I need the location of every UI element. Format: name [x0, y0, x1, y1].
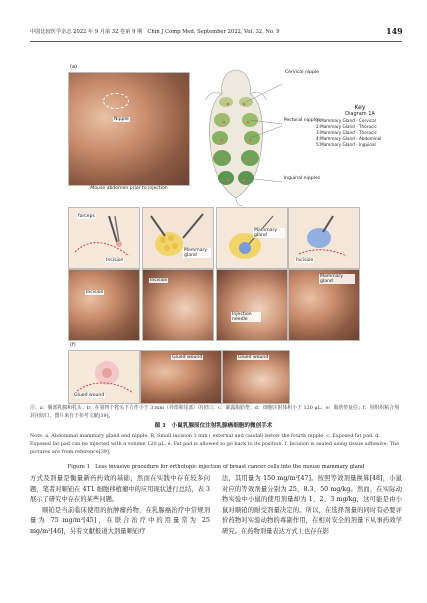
injection-needle-label: Injection needle — [231, 312, 261, 322]
header-rule — [30, 41, 402, 42]
body-paragraph: 顺铂是当前临床使用的抗肿瘤药物，在乳腺癌治疗中常规剂量为 75 mg/m²[45]，在联合治疗中的用量常为 25 mg/m²[46]，另有文献报道大剂量顺铂疗 — [30, 506, 210, 535]
panel-c-illustration — [142, 207, 214, 269]
panel-d-illustration — [216, 207, 288, 269]
key-item: 5:Mammary Gland - Inguinal — [316, 142, 376, 147]
nipple-label: Nipple — [114, 117, 129, 122]
body-right-column — [222, 474, 402, 538]
panel-a-photo — [68, 72, 190, 186]
incision-e-label: Incision — [296, 258, 314, 263]
gland-2-left — [214, 113, 230, 127]
panel-b-illustration — [68, 207, 140, 269]
mouse-diagram — [186, 64, 290, 206]
glued-f2-label: Glued wound — [172, 355, 203, 360]
key-item: 4:Mammary Gland - Abdominal — [316, 136, 382, 141]
panel-e-photo — [288, 269, 360, 341]
gland-1-left — [219, 97, 233, 107]
panel-e-illustration — [288, 207, 360, 269]
incision-c-label: Incision — [150, 278, 168, 283]
key-item: 3:Mammary Gland - Thoracic — [316, 130, 377, 135]
mammary-c-label: Mammary gland — [183, 248, 211, 258]
forceps-label: forceps — [78, 214, 95, 219]
panel-label-f: (f) — [70, 342, 76, 348]
gland-3-right — [244, 131, 260, 145]
incision-b2-label: Incision — [86, 290, 104, 295]
panel-label-a: (a) — [70, 64, 77, 70]
diagram-key — [316, 104, 404, 148]
cervical-nipple-label: Cervical nipple — [284, 70, 320, 75]
page-number: 149 — [386, 26, 403, 36]
glued-f3-label: Glued wound — [238, 355, 269, 360]
panel-f-illustration — [68, 350, 140, 404]
running-header: 中国比较医学杂志 2022 年 9 月第 32 卷第 9 期 Chin J Comp Med, September 2022, Vol. 32, No. 9 — [30, 29, 280, 35]
key-item: 2:Mammary Gland - Thoracic — [316, 124, 377, 129]
glued-f-label: Glued wound — [74, 393, 105, 398]
mammary-d-label: Mammary gland — [253, 228, 285, 238]
body-left-column — [30, 474, 210, 538]
pectoral-nipples-label: Pectoral nipples — [283, 118, 321, 123]
body-paragraph: 方式及剂量是衡量新药药效的基础，然而在实践中存在较多问题，笔者对顺铂在 4T1 细胞移植瘤中的应用现状进行总结，表 3 展示了研究中存在的某些问题。 — [30, 475, 210, 504]
key-subtitle: Diagram 1A — [345, 111, 375, 117]
panel-b-photo — [68, 269, 140, 341]
panel-c-drawing — [143, 208, 213, 268]
key-item: 1:Mammary Gland - Cervical — [316, 118, 376, 123]
mouse-abdomen-label: Mouse abdomen prior to injection — [90, 186, 168, 191]
gland-4-left — [213, 150, 231, 166]
figure-caption-en: Figure 1 Less invasive procedure for orthotopic injection of breast cancer cells into the mouse mammary gland — [67, 464, 365, 470]
body-paragraph: 法，其用量为 150 mg/m²[47]。按照等效剂量换算[48]，小鼠对应的等效剂量分别为 25、8.3、50 mg/kg。然而，在实际动物实验中小鼠的使用剂量却为 1、2、3 mg/kg，这可能是由小鼠对顺铂的耐受剂量决定的。所以，在选择剂量的同时有必要评价药物对实验动物的毒副作用，在相对安全的剂量下从事药效学研究。在药物剂量表达方式上也存在影 — [222, 475, 402, 535]
gland-3-left — [212, 131, 228, 145]
panel-d-photo — [216, 269, 288, 341]
figure-note-cn: 注：a：腹部乳腺和乳头；b：在第四个乳头下方作小于 3 mm（外部和尾部）的切口；c：暴露脂肪垫；d：细胞注射体积小于 120 μL；e：脂肪垫复位；f：用组织粘合剂封闭切口。图片来自于参考文献[39]。 — [30, 405, 399, 419]
panel-c-photo — [142, 269, 214, 341]
gland-5-left — [218, 171, 234, 185]
inguinal-nipples-label: Inguinal nipples — [283, 176, 321, 181]
mammary-e-label: Mammary gland — [319, 274, 355, 284]
panel-f-photo-2 — [222, 350, 290, 404]
panel-d-drawing — [217, 208, 287, 268]
key-title: Key — [354, 104, 366, 111]
panel-f-photo-1 — [140, 350, 222, 404]
incision-b-label: Incision — [106, 258, 124, 263]
gland-4-right — [241, 150, 259, 166]
figure-caption-cn: 图 1 小鼠乳腺原位注射乳腺癌细胞的微创手术 — [154, 423, 273, 429]
nipple-circle — [103, 93, 129, 109]
figure-note-en: Note. a, Abdominal mammary gland and nipple. B, Small incision 3 mm ( external and caudal) below the fourth nipple. c, Exposed fat pad. d, Exposed fat pad can be injected with a volume 120 μL. e, Fat pad is allowed to go back to its position. f, Incision is sealed using tissue adhesive. The pictures are from reference[39]. — [30, 433, 399, 455]
